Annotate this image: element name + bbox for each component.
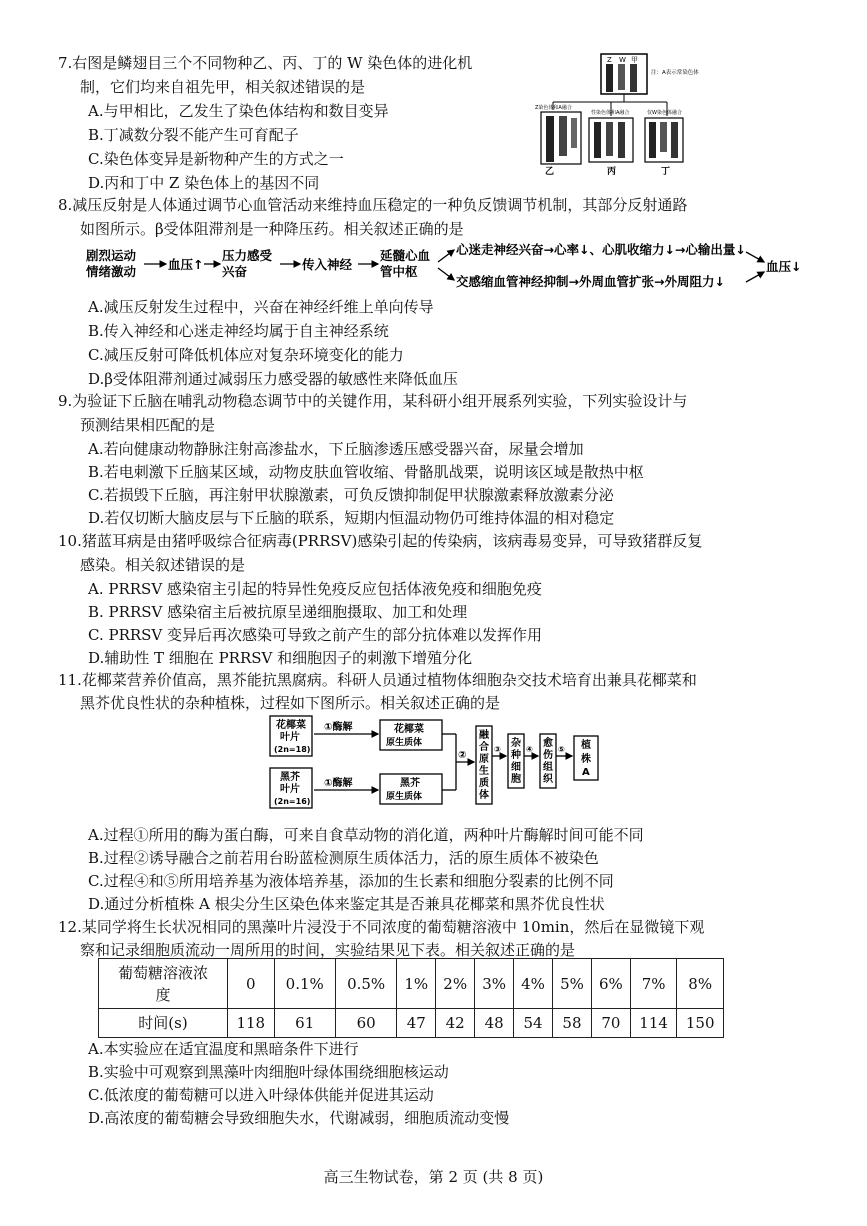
q11-hybridization-figure <box>268 712 608 814</box>
table-cell: 118 <box>228 1009 275 1038</box>
fig11-callus-c1: 愈 <box>543 738 553 749</box>
fig11-proto1-line1: 花椰菜 <box>394 724 424 735</box>
q11-stem-line1: 11.花椰菜营养价值高，黑芥能抗黑腐病。科研人员通过植物体细胞杂交技术培育出兼具花椰菜和 <box>58 671 697 689</box>
q9-option-d: D.若仅切断大脑皮层与下丘脑的联系，短期内恒温动物仍可维持体温的相对稳定 <box>88 509 615 527</box>
q7-option-a: A.与甲相比，乙发生了染色体结构和数目变异 <box>88 102 389 120</box>
q12-results-table <box>98 958 724 1038</box>
fig11-leaf2-line3: (2n=16) <box>274 797 311 806</box>
q8-option-a: A.减压反射发生过程中，兴奋在神经纤维上单向传导 <box>88 298 434 316</box>
fig11-fused-c4: 生 <box>479 766 489 777</box>
q10-option-d: D.辅助性 T 细胞在 PRRSV 和细胞因子的刺激下增殖分化 <box>88 649 473 667</box>
fig7-right-label: 仅W染色体融合 <box>647 110 682 116</box>
table-cell: 42 <box>436 1009 475 1038</box>
fig11-step5: ⑤ <box>558 745 565 754</box>
q11-option-a: A.过程①所用的酶为蛋白酶，可来自食草动物的消化道，两种叶片酶解时间可能不同 <box>88 826 644 844</box>
fig11-proto1-line2: 原生质体 <box>386 738 423 748</box>
fig11-step1-top: ①酶解 <box>324 722 353 733</box>
table-cell: 48 <box>475 1009 514 1038</box>
fig11-leaf1-line2: 叶片 <box>280 732 300 743</box>
fig11-fused-c3: 原 <box>479 754 489 765</box>
fig11-plant-c1: 植 <box>581 740 591 751</box>
fig7-species-yi: 乙 <box>545 167 555 177</box>
fig7-left-label: Z染色体和A融合 <box>535 105 572 111</box>
q9-option-c: C.若损毁下丘脑，再注射甲状腺激素，可负反馈抑制促甲状腺激素释放激素分泌 <box>88 486 614 504</box>
q11-option-b: B.过程②诱导融合之前若用台盼蓝检测原生质体活力，活的原生质体不被染色 <box>88 849 599 867</box>
flow-sympathetic-pathway: 交感缩血管神经抑制→外周血管扩张→外周阻力↓ <box>456 274 725 289</box>
q12-stem-line2: 察和记录细胞质流动一周所用的时间，实验结果见下表。相关叙述正确的是 <box>80 941 576 959</box>
q11-option-d: D.通过分析植株 A 根尖分生区染色体来鉴定其是否兼具花椰菜和黑芥优良性状 <box>88 895 605 913</box>
fig11-callus-c4: 织 <box>543 774 553 785</box>
q7-option-d: D.丙和丁中 Z 染色体上的基因不同 <box>88 174 320 192</box>
fig11-fused-c6: 体 <box>479 790 489 801</box>
table-cell: 1% <box>397 959 436 1009</box>
fig11-hybrid-c1: 杂 <box>511 738 521 749</box>
table-cell: 4% <box>514 959 553 1009</box>
fig11-leaf1-line1: 花椰菜 <box>276 720 306 731</box>
q7-stem-line1: 7.右图是鳞翅目三个不同物种乙、丙、丁的 W 染色体的进化机 <box>58 54 473 72</box>
fig11-step4: ④ <box>526 745 533 754</box>
table-cell: 47 <box>397 1009 436 1038</box>
fig11-fused-c2: 合 <box>479 742 489 753</box>
flow-afferent-nerve: 传入神经 <box>302 257 353 272</box>
q8-option-b: B.传入神经和心迷走神经均属于自主神经系统 <box>88 322 389 340</box>
q11-stem-line2: 黑芥优良性状的杂种植株，过程如下图所示。相关叙述正确的是 <box>80 694 501 712</box>
table-cell: 6% <box>591 959 630 1009</box>
q7-option-b: B.丁减数分裂不能产生可育配子 <box>88 126 299 144</box>
table-row <box>99 1009 724 1038</box>
fig11-proto2-line2: 原生质体 <box>386 792 423 802</box>
q12-option-d: D.高浓度的葡萄糖会导致细胞失水，代谢减弱，细胞质流动变慢 <box>88 1109 510 1127</box>
q10-stem-line2: 感染。相关叙述错误的是 <box>80 556 246 574</box>
flow-blood-pressure-up: 血压↑ <box>168 257 204 272</box>
table-cell: 0 <box>228 959 275 1009</box>
q10-option-b: B. PRRSV 感染宿主后被抗原呈递细胞摄取、加工和处理 <box>88 603 468 621</box>
fig11-hybrid-c4: 胞 <box>511 774 521 785</box>
q12-option-a: A.本实验应在适宜温度和黑暗条件下进行 <box>88 1040 359 1058</box>
table-cell: 5% <box>553 959 592 1009</box>
table-cell: 150 <box>677 1009 724 1038</box>
fig7-label-w: W <box>619 56 626 64</box>
flow-vagus-pathway: 心迷走神经兴奋→心率↓、心肌收缩力↓→心输出量↓ <box>456 242 746 257</box>
q12-option-b: B.实验中可观察到黑藻叶肉细胞叶绿体围绕细胞核运动 <box>88 1063 449 1081</box>
q9-stem-line2: 预测结果相匹配的是 <box>80 416 216 434</box>
fig11-proto2-line1: 黑芥 <box>400 778 420 789</box>
fig11-plant-c3: A <box>582 767 590 778</box>
q8-option-d: D.β受体阻滞剂通过减弱压力感受器的敏感性来降低血压 <box>88 370 458 388</box>
q12-option-c: C.低浓度的葡萄糖可以进入叶绿体供能并促进其运动 <box>88 1086 434 1104</box>
q10-option-c: C. PRRSV 变异后再次感染可导致之前产生的部分抗体难以发挥作用 <box>88 626 543 644</box>
fig11-leaf1-line3: (2n=18) <box>274 745 311 754</box>
fig11-step1-bottom: ①酶解 <box>324 778 353 789</box>
flow-center-line2: 管中枢 <box>380 264 418 279</box>
fig11-plant-c2: 株 <box>581 754 591 765</box>
table-cell: 54 <box>514 1009 553 1038</box>
fig11-leaf2-line2: 叶片 <box>280 784 300 795</box>
fig7-species-bing: 丙 <box>607 167 617 177</box>
flow-blood-pressure-down: 血压↓ <box>766 259 802 274</box>
fig11-hybrid-c2: 种 <box>511 750 521 761</box>
q10-option-a: A. PRRSV 感染宿主引起的特异性免疫反应包括体液免疫和细胞免疫 <box>88 580 542 598</box>
fig11-fused-c5: 质 <box>479 778 489 789</box>
q9-stem-line1: 9.为验证下丘脑在哺乳动物稳态调节中的关键作用，某科研小组开展系列实验，下列实验设计与 <box>58 392 688 410</box>
q10-stem-line1: 10.猪蓝耳病是由猪呼吸综合征病毒(PRRSV)感染引起的传染病，该病毒易变异，可导致猪群反复 <box>58 532 703 550</box>
table-header-concentration <box>99 959 228 1009</box>
fig11-fused-c1: 融 <box>479 730 489 741</box>
fig7-label-ancestor: 甲 <box>631 56 638 64</box>
flow-receptor-line1: 压力感受 <box>222 248 273 263</box>
fig7-species-ding: 丁 <box>661 167 671 177</box>
table-cell: 2% <box>436 959 475 1009</box>
fig11-step3: ③ <box>494 745 501 754</box>
flow-receptor-line2: 兴奋 <box>222 264 248 279</box>
table-header-concentration-line1: 葡萄糖溶液浓 <box>117 963 208 982</box>
fig7-middle-label: 性染色体和A融合 <box>591 110 630 116</box>
table-cell: 8% <box>677 959 724 1009</box>
table-cell: 114 <box>630 1009 677 1038</box>
table-cell: 70 <box>591 1009 630 1038</box>
q8-stem-line1: 8.减压反射是人体通过调节心血管活动来维持血压稳定的一种负反馈调节机制，其部分反射通路 <box>58 196 688 214</box>
q12-stem-line1: 12.某同学将生长状况相同的黑藻叶片浸没于不同浓度的葡萄糖溶液中 10min，然后在显微镜下观 <box>58 918 705 936</box>
flow-start-line1: 剧烈运动 <box>86 248 137 263</box>
fig11-leaf2-line1: 黑芥 <box>280 772 300 783</box>
table-cell: 61 <box>274 1009 335 1038</box>
table-cell: 7% <box>630 959 677 1009</box>
fig7-label-z: Z <box>607 56 612 64</box>
q9-option-b: B.若电刺激下丘脑某区域，动物皮肤血管收缩、骨骼肌战栗，说明该区域是散热中枢 <box>88 463 644 481</box>
table-cell: 3% <box>475 959 514 1009</box>
table-header-time: 时间(s) <box>99 1009 228 1038</box>
table-cell: 60 <box>335 1009 396 1038</box>
table-cell: 0.1% <box>274 959 335 1009</box>
page-footer: 高三生物试卷，第 2 页 (共 8 页) <box>323 1168 544 1186</box>
flow-start-line2: 情绪激动 <box>86 264 137 279</box>
table-cell: 58 <box>553 1009 592 1038</box>
q7-chromosome-figure <box>535 52 699 177</box>
q8-option-c: C.减压反射可降低机体应对复杂环境变化的能力 <box>88 346 404 364</box>
q7-option-c: C.染色体变异是新物种产生的方式之一 <box>88 150 344 168</box>
table-header-concentration-line2: 度 <box>155 985 171 1004</box>
table-row <box>99 959 724 1009</box>
q7-stem-line2: 制，它们均来自祖先甲，相关叙述错误的是 <box>80 78 366 96</box>
table-cell: 0.5% <box>335 959 396 1009</box>
flow-center-line1: 延髓心血 <box>380 248 431 263</box>
fig7-legend: 注：A表示常染色体 <box>651 70 699 76</box>
fig11-step2: ② <box>458 750 467 761</box>
q9-option-a: A.若向健康动物静脉注射高渗盐水，下丘脑渗透压感受器兴奋，尿量会增加 <box>88 440 584 458</box>
fig11-callus-c2: 伤 <box>543 750 553 761</box>
q11-option-c: C.过程④和⑤所用培养基为液体培养基，添加的生长素和细胞分裂素的比例不同 <box>88 872 614 890</box>
fig11-hybrid-c3: 细 <box>511 762 521 773</box>
fig11-callus-c3: 组 <box>543 762 553 773</box>
q8-stem-line2: 如图所示。β受体阻滞剂是一种降压药。相关叙述正确的是 <box>80 220 464 238</box>
q8-reflex-flowchart <box>80 240 810 292</box>
